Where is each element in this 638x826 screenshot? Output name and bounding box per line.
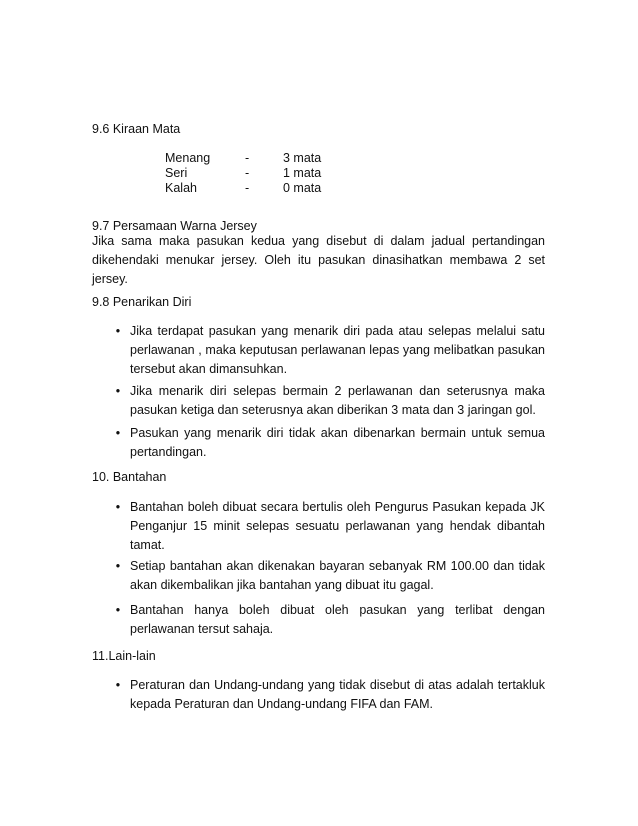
bullet-9-8-3: Pasukan yang menarik diri tidak akan dibenarkan bermain untuk semua pertandingan. (130, 426, 545, 459)
bullet-icon: • (115, 426, 121, 440)
bullet-10-1: Bantahan boleh dibuat secara bertulis oleh Pengurus Pasukan kepada JK Penganjur 15 minit selepas sesuatu perlawanan yang hendak dibantah tamat. (130, 500, 545, 552)
heading-9-8: 9.8 Penarikan Diri (92, 295, 192, 309)
bullet-icon: • (115, 678, 121, 692)
bullet-10-3: Bantahan hanya boleh dibuat oleh pasukan yang terlibat dengan perlawanan tersut sahaja. (130, 603, 545, 636)
score-dash-draw: - (245, 166, 250, 180)
bullet-9-8-2: Jika menarik diri selepas bermain 2 perlawanan dan seterusnya maka pasukan ketiga dan seterusnya akan diberikan 3 mata dan 3 jaringan gol. (130, 384, 545, 417)
bullet-11-1: Peraturan dan Undang-undang yang tidak disebut di atas adalah tertakluk kepada Peraturan dan Undang-undang FIFA dan FAM. (130, 678, 545, 711)
score-dash-win: - (245, 151, 250, 165)
bullet-10-2: Setiap bantahan akan dikenakan bayaran sebanyak RM 100.00 dan tidak akan dikembalikan jika bantahan yang dibuat itu gagal. (130, 559, 545, 592)
score-value-win: 3 mata (283, 151, 322, 165)
bullet-icon: • (115, 559, 121, 573)
heading-10: 10. Bantahan (92, 470, 167, 484)
bullet-icon: • (115, 603, 121, 617)
bullet-icon: • (115, 384, 121, 398)
score-label-draw: Seri (165, 166, 188, 180)
score-label-win: Menang (165, 151, 211, 165)
heading-9-7: 9.7 Persamaan Warna Jersey (92, 219, 257, 233)
score-label-loss: Kalah (165, 181, 197, 195)
score-value-loss: 0 mata (283, 181, 322, 195)
paragraph-9-7: Jika sama maka pasukan kedua yang disebut di dalam jadual pertandingan dikehendaki menukar jersey. Oleh itu pasukan dinasihatkan membawa 2 set jersey. (92, 234, 545, 286)
heading-9-6: 9.6 Kiraan Mata (92, 122, 181, 136)
bullet-9-8-1: Jika terdapat pasukan yang menarik diri pada atau selepas melalui satu perlawanan , maka keputusan perlawanan lepas yang melibatkan pasukan tersebut akan dimansuhkan. (130, 324, 545, 376)
heading-11: 11.Lain-lain (92, 649, 156, 663)
bullet-icon: • (115, 324, 121, 338)
bullet-icon: • (115, 500, 121, 514)
score-value-draw: 1 mata (283, 166, 322, 180)
score-dash-loss: - (245, 181, 250, 195)
